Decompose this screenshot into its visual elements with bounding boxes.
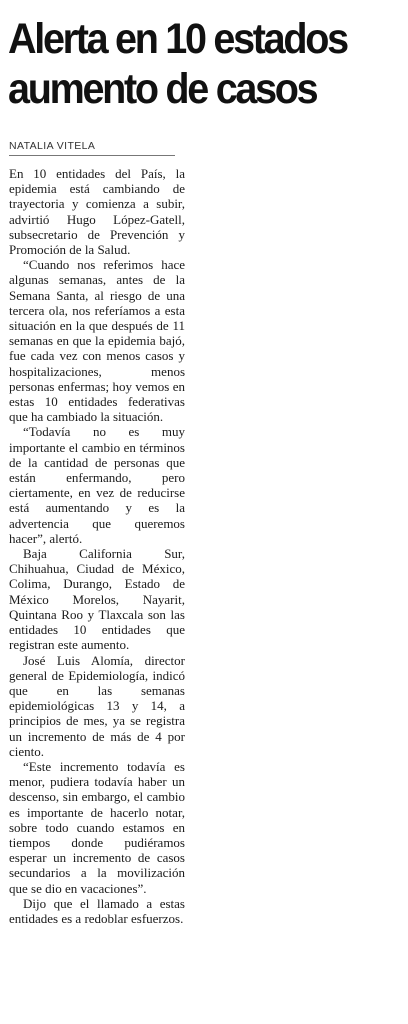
headline-line-2: aumento de casos (8, 65, 317, 113)
paragraph-2: “Cuando nos referimos hace algunas semanas, antes de la Semana Santa, al riesgo de una tercera ola, nos referíamos a esta situación en la que después de 11 semanas en que la epidemia bajó, fue cada vez con menos casos y hospitalizaciones, menos personas enfermas; hoy vemos en estas 10 entidades federativas que ha cambiado la situación. (9, 257, 185, 425)
article-body (9, 166, 185, 926)
headline-line-1: Alerta en 10 estados (8, 15, 347, 63)
paragraph-3: “Todavía no es muy importante el cambio en términos de la cantidad de personas que están enfermando, pero ciertamente, en vez de reducirse está aumentando y es la advertencia que queremos hacer”, alertó. (9, 424, 185, 546)
paragraph-1: En 10 entidades del País, la epidemia está cambiando de trayectoria y comienza a subir, advirtió Hugo López-Gatell, subsecretario de Prevención y Promoción de la Salud. (9, 166, 185, 258)
byline-divider (9, 155, 175, 156)
byline: NATALIA VITELA (9, 140, 96, 152)
paragraph-4: Baja California Sur, Chihuahua, Ciudad de México, Colima, Durango, Estado de México Morelos, Nayarit, Quintana Roo y Tlaxcala son las entidades 10 entidades que registran este aumento. (9, 546, 185, 653)
paragraph-7: Dijo que el llamado a estas entidades es a redoblar esfuerzos. (9, 895, 185, 926)
paragraph-6: “Este incremento todavía es menor, pudiera todavía haber un descenso, sin embargo, el cambio es importante de hacerlo notar, sobre todo cuando estamos en tiempos donde pudiéramos esperar un incremento de casos secundarios a la movilización que se dio en vacaciones”. (9, 758, 185, 896)
paragraph-5: José Luis Alomía, director general de Epidemiología, indicó que en las semanas epidemiológicas 13 y 14, a principios de mes, ya se registra un incremento de más de 4 por ciento. (9, 652, 185, 759)
headline (8, 14, 369, 114)
